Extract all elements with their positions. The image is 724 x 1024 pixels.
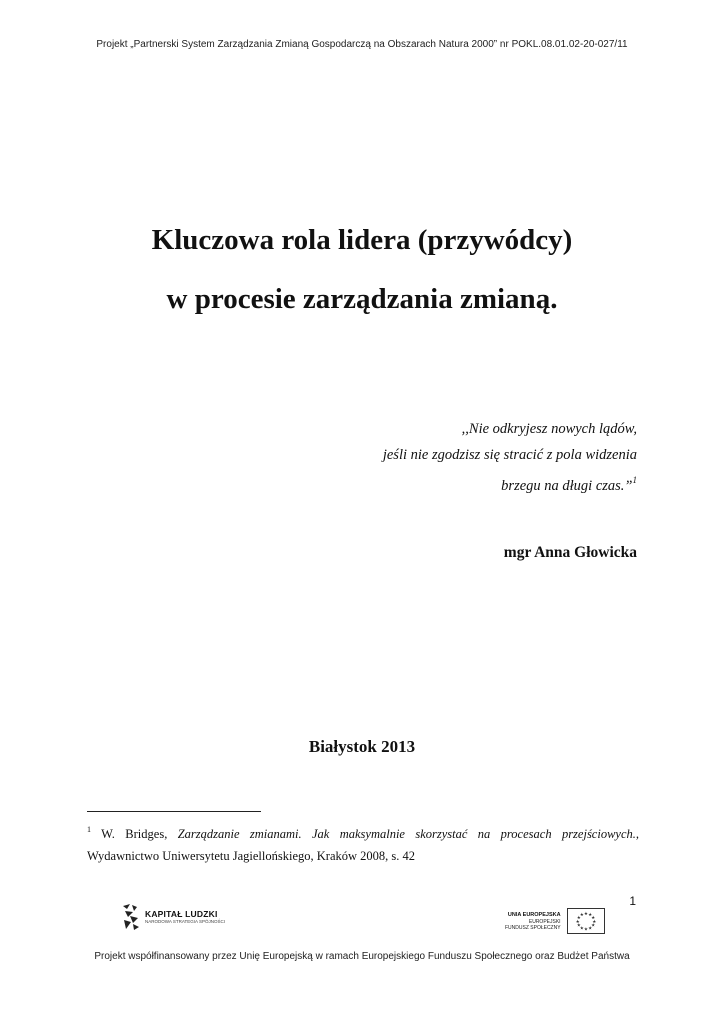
footnote-reference[interactable]: 1 — [632, 475, 637, 485]
svg-text:★: ★ — [579, 913, 584, 919]
motto-line-1: ,,Nie odkryjesz nowych lądów, — [461, 421, 637, 437]
svg-text:★: ★ — [579, 926, 584, 932]
svg-text:★: ★ — [576, 916, 581, 922]
eu-flag-icon — [567, 908, 605, 934]
footnote — [87, 820, 639, 867]
svg-text:★: ★ — [587, 926, 592, 932]
page-number: 1 — [629, 894, 636, 908]
footnote-author: W. Bridges, — [101, 827, 168, 842]
motto-quote — [383, 416, 637, 499]
svg-text:★: ★ — [576, 923, 581, 929]
document-title-line-2: w procesie zarządzania zmianą. — [166, 283, 558, 315]
svg-text:★: ★ — [590, 923, 595, 929]
eu-fund-line-1: EUROPEJSKI — [528, 918, 561, 925]
footnote-separator — [87, 811, 261, 812]
page-footer — [0, 951, 724, 962]
document-title-line-1: Kluczowa rola lidera (przywódcy) — [151, 224, 573, 256]
svg-text:★: ★ — [575, 919, 580, 925]
footnote-number: 1 — [87, 825, 91, 834]
funding-line: Projekt współfinansowany przez Unię Europejską w ramach Europejskiego Funduszu Społecznego oraz Budżet Państwa — [94, 951, 630, 962]
motto-line-3-text: brzegu na długi czas.” — [501, 477, 633, 494]
eu-fund-line-2: FUNDUSZ SPOŁECZNY — [505, 924, 561, 931]
footnote-publisher: Wydawnictwo Uniwersytetu Jagiellońskiego, Kraków 2008, s. 42 — [87, 849, 416, 864]
kapital-ludzki-name: KAPITAŁ LUDZKI — [145, 909, 218, 919]
eu-name: UNIA EUROPEJSKA — [507, 911, 561, 918]
kapital-ludzki-subtitle: NARODOWA STRATEGIA SPÓJNOŚCI — [145, 919, 226, 924]
footnote-book-title: Zarządzanie zmianami. Jak maksymalnie skorzystać na procesach przejściowych., — [177, 827, 640, 842]
eu-logo — [505, 908, 605, 934]
author-name: mgr Anna Głowicka — [503, 544, 637, 561]
place-and-year: Białystok 2013 — [308, 737, 416, 756]
kapital-ludzki-emblem-icon — [121, 904, 141, 930]
kapital-ludzki-logo — [121, 904, 225, 930]
page-header — [0, 39, 724, 50]
project-line: Projekt „Partnerski System Zarządzania Zmianą Gospodarczą na Obszarach Natura 2000” nr POKL.08.01.02-20-027/11 — [96, 39, 628, 50]
svg-text:★: ★ — [591, 919, 596, 925]
svg-text:★: ★ — [590, 916, 595, 922]
motto-line-3 — [383, 468, 637, 499]
motto-line-2: jeśli nie zgodzisz się stracić z pola widzenia — [382, 447, 637, 463]
svg-text:★: ★ — [583, 912, 588, 917]
svg-text:★: ★ — [583, 927, 588, 933]
svg-text:★: ★ — [587, 913, 592, 919]
